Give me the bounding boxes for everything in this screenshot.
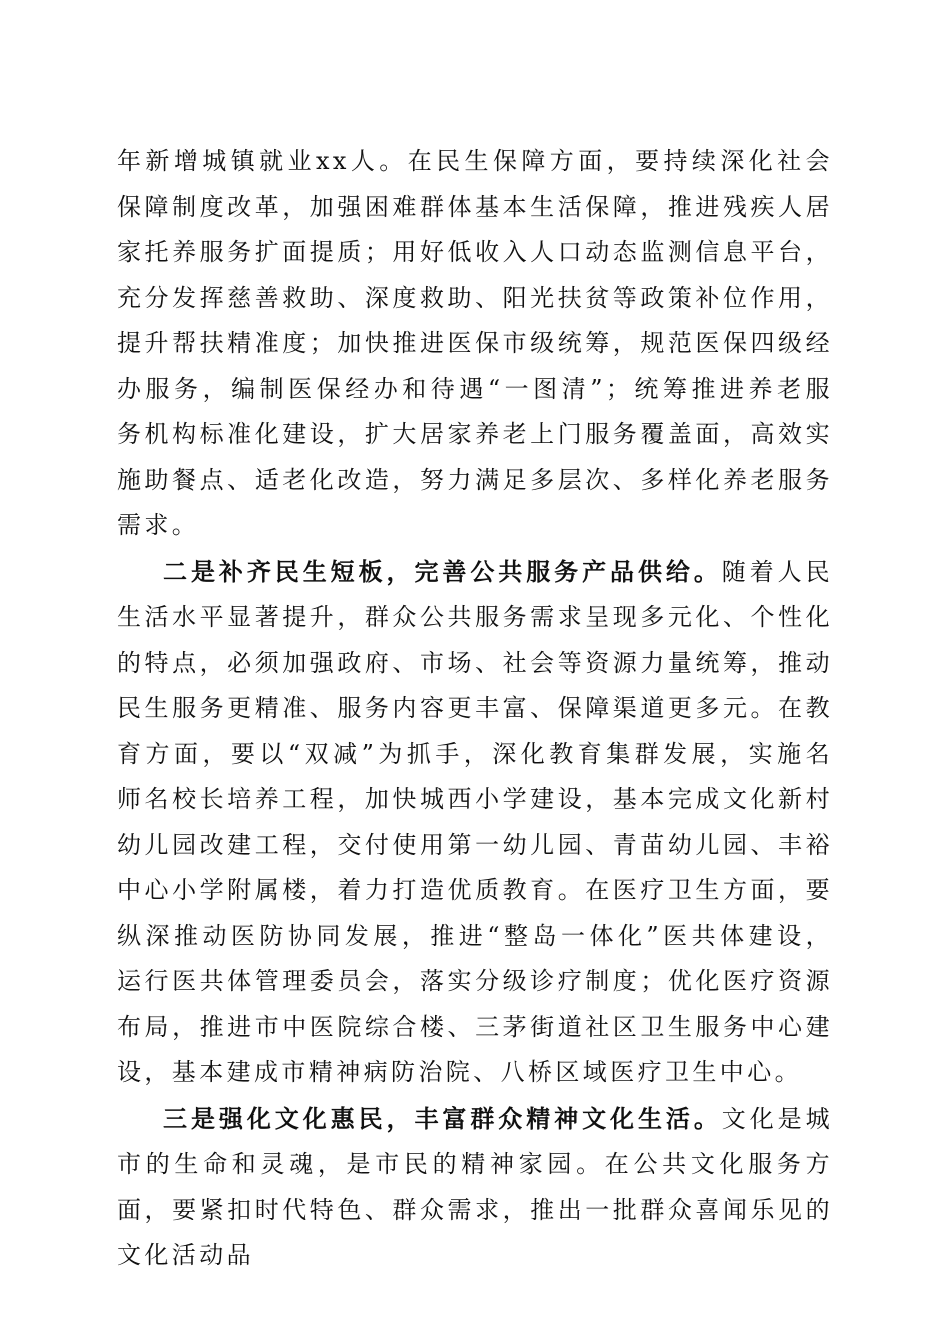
paragraph-heading: 二是补齐民生短板，完善公共服务产品供给。 xyxy=(163,556,722,586)
paragraph-continued xyxy=(117,139,833,549)
paragraph-text: 年新增城镇就业xx人。在民生保障方面，要持续深化社会保障制度改革，加强困难群体基本生活保障，推进残疾人居家托养服务扩面提质；用好低收入人口动态监测信息平台，充分发挥慈善救助、深度救助、阳光扶贫等政策补位作用，提升帮扶精准度；加快推进医保市级统筹，规范医保四级经办服务，编制医保经办和待遇“一图清”；统筹推进养老服务机构标准化建设，扩大居家养老上门服务覆盖面，高效实施助餐点、适老化改造，努力满足多层次、多样化养老服务需求。 xyxy=(117,147,833,539)
paragraph-text: 随着人民生活水平显著提升，群众公共服务需求呈现多元化、个性化的特点，必须加强政府、市场、社会等资源力量统筹，推动民生服务更精准、服务内容更丰富、保障渠道更多元。在教育方面，要以“双减”为抓手，深化教育集群发展，实施名师名校长培养工程，加快城西小学建设，基本完成文化新村幼儿园改建工程，交付使用第一幼儿园、青苗幼儿园、丰裕中心小学附属楼，着力打造优质教育。在医疗卫生方面，要纵深推动医防协同发展，推进“整岛一体化”医共体建设，运行医共体管理委员会，落实分级诊疗制度；优化医疗资源布局，推进市中医院综合楼、三茅街道社区卫生服务中心建设，基本建成市精神病防治院、八桥区域医疗卫生中心。 xyxy=(117,557,833,1086)
paragraph-heading: 三是强化文化惠民，丰富群众精神文化生活。 xyxy=(163,1103,722,1133)
document-body xyxy=(117,139,833,1279)
paragraph-two xyxy=(117,549,833,1096)
paragraph-three xyxy=(117,1096,833,1279)
paragraph-text: 文化是城市的生命和灵魂，是市民的精神家园。在公共文化服务方面，要紧扣时代特色、群众需求，推出一批群众喜闻乐见的文化活动品 xyxy=(117,1104,833,1269)
